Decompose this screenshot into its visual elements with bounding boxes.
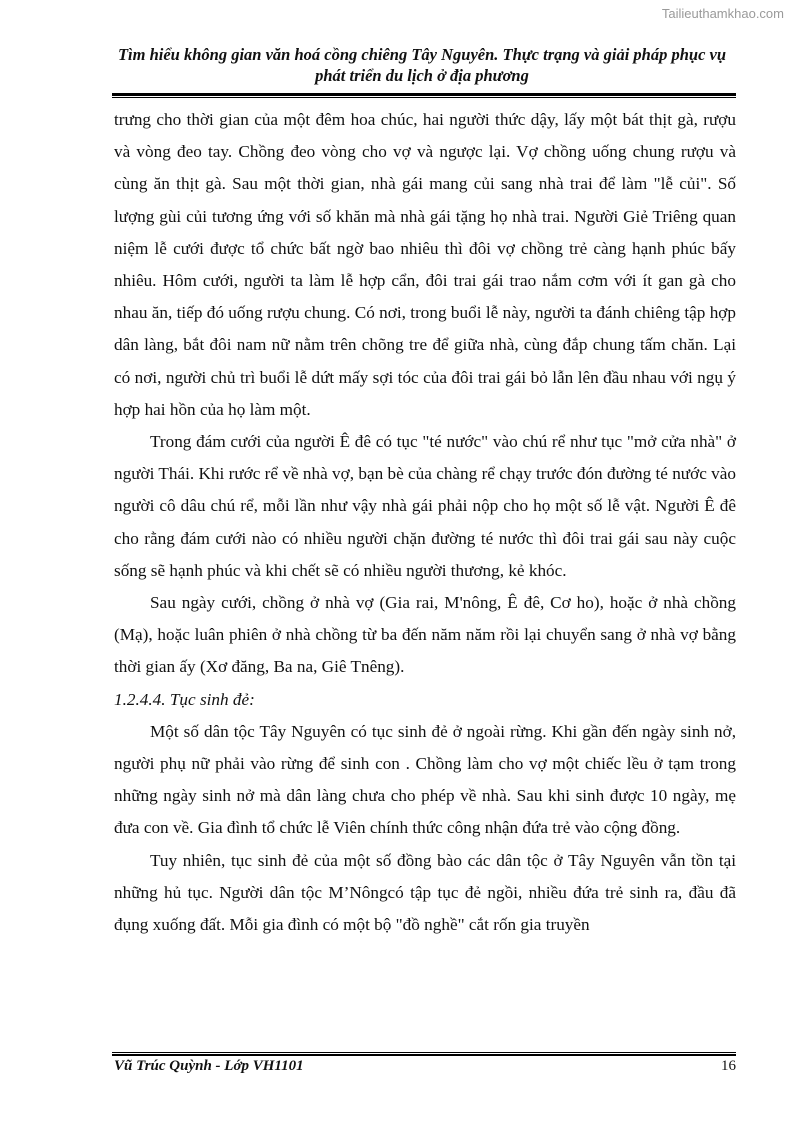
- paragraph-2: Trong đám cưới của người Ê đê có tục "té nước" vào chú rể như tục "mở cửa nhà" ở người Thái. Khi rước rể về nhà vợ, bạn bè của chàng rể chạy trước đón đường té nước vào người cô dâu chú rể, mỗi lần như vậy nhà gái phải nộp cho họ một số lễ vật. Người Ê đê cho rằng đám cưới nào có nhiều người chặn đường té nước thì đôi trai gái sau này cuộc sống sẽ hạnh phúc và khi chết sẽ có nhiều người thương, kẻ khóc.: [114, 432, 736, 580]
- page-header: [112, 44, 732, 86]
- header-title-line2: phát triển du lịch ở địa phương: [315, 66, 529, 85]
- watermark: Tailieuthamkhao.com: [661, 6, 784, 21]
- page-body: [114, 104, 736, 941]
- header-divider: [112, 93, 736, 96]
- section-subheading: 1.2.4.4. Tục sinh đẻ:: [114, 689, 255, 709]
- header-title-line1: Tìm hiểu không gian văn hoá cồng chiêng Tây Nguyên. Thực trạng và giải pháp phục vụ: [117, 45, 727, 64]
- paragraph-5: Tuy nhiên, tục sinh đẻ của một số đồng bào các dân tộc ở Tây Nguyên vẫn tồn tại những hủ tục. Người dân tộc M’Nôngcó tập tục đẻ ngồi, nhiều đứa trẻ sinh ra, đầu đã đụng xuống đất. Mỗi gia đình có một bộ "đồ nghề" cắt rốn gia truyền: [114, 850, 736, 935]
- footer-author: Vũ Trúc Quỳnh - Lớp VH1101: [114, 1058, 304, 1074]
- footer-divider: [112, 1052, 736, 1053]
- paragraph-3: Sau ngày cưới, chồng ở nhà vợ (Gia rai, M'nông, Ê đê, Cơ ho), hoặc ở nhà chồng (Mạ), hoặc luân phiên ở nhà chồng từ ba đến năm năm rồi lại chuyển sang ở nhà vợ bằng thời gian ấy (Xơ đăng, Ba na, Giê Tnêng).: [114, 593, 736, 677]
- paragraph-1: trưng cho thời gian của một đêm hoa chúc, hai người thức dậy, lấy một bát thịt gà, rượu và vòng đeo tay. Chồng đeo vòng cho vợ và ngược lại. Vợ chồng uống chung rượu và cùng ăn thịt gà. Sau một thời gian, nhà gái mang củi sang nhà trai để làm "lễ củi". Số lượng gùi củi tương ứng với số khăn mà nhà gái tặng họ nhà trai. Người Giẻ Triêng quan niệm lễ cưới được tổ chức bất ngờ bao nhiêu thì đôi vợ chồng trẻ càng hạnh phúc bấy nhiêu. Hôm cưới, người ta làm lễ hợp cẩn, đôi trai gái trao nắm cơm với ít gan gà cho nhau ăn, tiếp đó uống rượu chung. Có nơi, trong buổi lễ này, người ta đánh chiêng tập hợp dân làng, bắt đôi nam nữ nằm trên chõng tre để giữa nhà, cùng đắp chung tấm chăn. Lại có nơi, người chủ trì buổi lễ dứt mấy sợi tóc của đôi trai gái bỏ lẫn lên đầu nhau với ngụ ý hợp hai hồn của họ làm một.: [114, 110, 736, 419]
- page-number: 16: [721, 1058, 736, 1074]
- paragraph-4: Một số dân tộc Tây Nguyên có tục sinh đẻ ở ngoài rừng. Khi gần đến ngày sinh nở, người phụ nữ phải vào rừng để sinh con . Chồng làm cho vợ một chiếc lều ở tạm trong những ngày sinh nở mà dân làng chưa cho phép về nhà. Sau khi sinh được 10 ngày, mẹ đưa con về. Gia đình tổ chức lễ Viên chính thức công nhận đứa trẻ vào cộng đồng.: [114, 721, 736, 838]
